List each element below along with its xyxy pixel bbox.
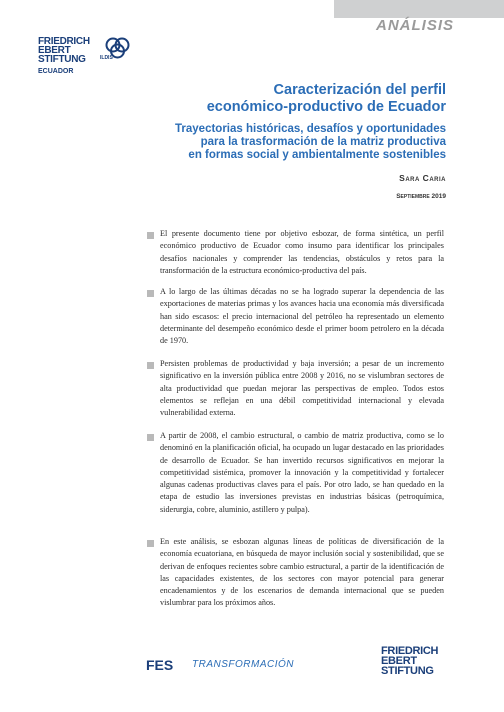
author-name: Sara Caria [399, 173, 446, 183]
transformacion-label: TRANSFORMACIÓN [192, 659, 294, 670]
fes-transformacion-logo [146, 656, 306, 674]
document-subtitle [86, 123, 446, 162]
subtitle-line-3: en formas social y ambientalmente sostenibles [188, 149, 446, 161]
country-label: ECUADOR [38, 68, 74, 75]
fes-label: FES [146, 657, 174, 673]
friedrich-ebert-stiftung-logo [381, 646, 451, 686]
subtitle-line-1: Trayectorias históricas, desafíos y oportunidades [175, 123, 446, 135]
bullet-marker [147, 540, 154, 547]
footer-logo-line-2: EBERT [381, 655, 417, 667]
summary-paragraph-1: El presente documento tiene por objetivo esbozar, de forma sintética, un perfil económico productivo de Ecuador como insumo para identificar los principales desafíos nacionales y comprender las tendencias, obstáculos y retos para la transformación de la estructura económico-productiva del país. [160, 229, 444, 275]
footer-logo-line-1: FRIEDRICH [381, 645, 439, 657]
bullet-marker [147, 232, 154, 239]
summary-paragraph-2: A lo largo de las últimas décadas no se ha logrado superar la dependencia de las exportaciones de materias primas y los avances hacia una economía más diversificada han sido escasos: el precio internacional del petróleo ha representado un elemento determinante del desempeño económico desde el primer boom petrolero en la década de 1970. [160, 287, 444, 346]
publication-date: Septiembre 2019 [396, 193, 446, 200]
ildis-label: ILDIS [100, 55, 113, 61]
bullet-marker [147, 434, 154, 441]
summary-paragraph-4: A partir de 2008, el cambio estructural, o cambio de matriz productiva, como se lo denominó en la planificación oficial, ha ocupado un lugar destacado en las prioridades de desarrollo de Ecuador. Se han invertido recursos significativos en mejorar la competitividad sistémica, promover la innovación y la competitividad y fortalecer algunas cadenas productivas claves para el país. Por otro lado, se han quedado en la etapa de estudio las inversiones previstas en industrias básicas (petroquímica, siderurgia, cobre, aluminio, astillero y pulpa). [160, 431, 444, 514]
summary-paragraph-5: En este análisis, se esbozan algunas líneas de políticas de diversificación de la economía ecuatoriana, en búsqueda de mayor inclusión social y sostenibilidad, que se derivan de enfoques recientes sobre cambio estructural, a partir de la identificación de las capacidades existentes, de los sectores con mayor potencial para generar encadenamientos y de los escenarios de demanda internacional que se pueden vislumbrar para los próximos años. [160, 537, 444, 608]
section-label: ANÁLISIS [376, 17, 455, 34]
fes-ildis-logo [38, 37, 136, 81]
summary-paragraph-3: Persisten problemas de productividad y baja inversión; a pesar de un incremento significativo en la inversión pública entre 2008 y 2016, no se vislumbran sectores de alta productividad que puedan mejorar las perspectivas de empleo. Todos estos elementos se reflejan en una débil competitividad internacional y elevada vulnerabilidad externa. [160, 359, 444, 418]
bullet-marker [147, 362, 154, 369]
document-title [116, 82, 446, 116]
header-band [334, 0, 504, 18]
title-line-2: económico-productivo de Ecuador [206, 99, 446, 115]
logo-line-1: FRIEDRICH [38, 36, 90, 47]
logo-line-2: EBERT [38, 45, 71, 56]
subtitle-line-2: para la trasformación de la matriz productiva [200, 136, 446, 148]
logo-line-3: STIFTUNG [38, 54, 86, 65]
footer-logo-line-3: STIFTUNG [381, 665, 434, 677]
title-line-1: Caracterización del perfil [273, 82, 446, 98]
bullet-marker [147, 290, 154, 297]
